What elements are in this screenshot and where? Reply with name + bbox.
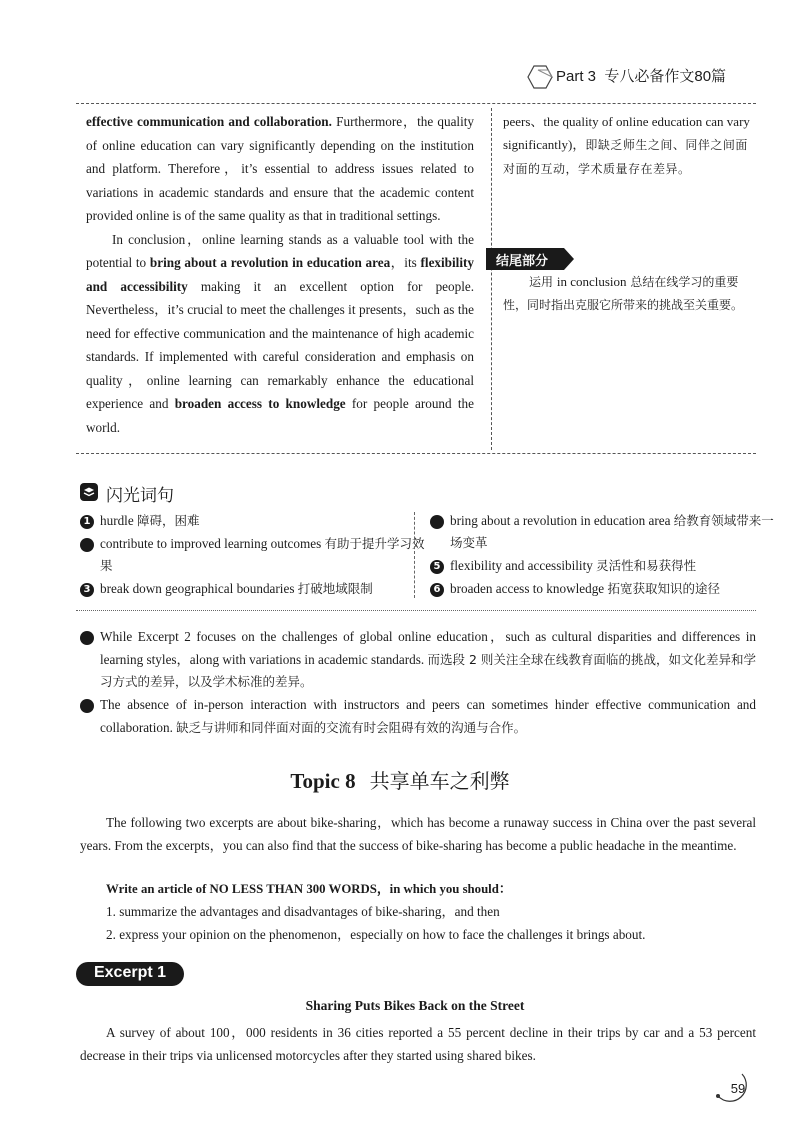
page-number-text: 59 [730, 1081, 746, 1096]
sentence-en: While Excerpt 2 focuses on the challenges of global online education，such as cultural disparities and differences in learning styles，along with variations in academic standards. [100, 629, 756, 667]
essay-text [86, 110, 474, 439]
vocab-en: bring about a revolution in education area [450, 513, 671, 528]
number-badge: 2 [80, 538, 94, 552]
vocab-cn: 障碍，困难 [137, 513, 200, 528]
essay-paragraph-1 [86, 110, 474, 228]
sentence-cn: 而选段 2 则关注全球在线教育面临的挑战，如文化差异和学习方式的差异，以及学术标准的差异。 [100, 651, 756, 689]
text-run: In conclusion，online learning stands as a valuable tool with the potential to [86, 231, 474, 270]
number-badge: 1 [80, 515, 94, 529]
bold-phrase: bring about a revolution in education area [149, 255, 391, 270]
note-cn: 即缺乏师生之间、同伴之间面对面的互动，学术质量存在差异。 [503, 138, 748, 176]
number-badge: 6 [430, 583, 444, 597]
bold-phrase: flexibility and accessibility [86, 255, 474, 294]
vocab-en: contribute to improved learning outcomes [100, 536, 322, 551]
page-header [526, 62, 766, 90]
excerpt-label-text: Excerpt 1 [93, 964, 167, 981]
topic-intro: The following two excerpts are about bike-sharing，which has become a runaway success in China over the past several years. From the excerpts，you can also find that the success of bike-sharing has become a public headache in the meantime. [80, 815, 756, 853]
vocab-divider [76, 610, 756, 611]
sentence-en: The absence of in-person interaction with instructors and peers can sometimes hinder effective communication and collaboration. [100, 697, 756, 735]
vocab-en: flexibility and accessibility [450, 558, 593, 573]
topic-cn-title: 共享单车之利弊 [369, 769, 510, 793]
vocab-item [80, 510, 410, 532]
number-badge: 8 [80, 699, 94, 713]
vocab-item [73, 533, 432, 577]
vocab-cn: 有助于提升学习效果 [100, 536, 425, 573]
text-run: for people around the world. [86, 396, 474, 435]
note-en: in conclusion [556, 274, 627, 289]
vocab-en: break down geographical boundaries [100, 581, 295, 596]
section-badge [486, 248, 576, 270]
text-run: ，its [390, 255, 421, 270]
header-text [556, 65, 726, 86]
page-number [712, 1072, 758, 1108]
bold-phrase: effective communication and collaboration. [86, 114, 332, 129]
note-pre: 运用 [529, 275, 557, 289]
vocab-column-divider [414, 512, 415, 598]
number-badge: 7 [80, 631, 94, 645]
bold-phrase: broaden access to knowledge [174, 396, 346, 411]
vocab-cn: 拓宽获取知识的途径 [607, 581, 720, 596]
vocab-en: hurdle [100, 513, 134, 528]
column-divider [491, 108, 492, 450]
header-part: Part 3 [556, 68, 597, 85]
hexagon-logo-icon [526, 64, 554, 90]
top-divider [76, 103, 756, 104]
number-badge: 3 [80, 583, 94, 597]
task-1: 1. summarize the advantages and disadvantages of bike-sharing，and then [106, 904, 500, 919]
side-note-2 [503, 270, 756, 317]
vocab-item [80, 578, 410, 600]
sentence-item [73, 694, 756, 739]
excerpt-title: Sharing Puts Bikes Back on the Street [305, 998, 525, 1013]
topic-label: Topic 8 [290, 769, 356, 793]
note-cn: 总结在线学习的重要性，同时指出克服它所带来的挑战至关重要。 [503, 275, 744, 312]
vocab-cn: 给教育领域带来一场变革 [450, 513, 774, 550]
text-run: making it an excellent option for people. Nevertheless，it’s crucial to meet the challenges it presents，such as the need for effective communication and the maintenance of high academic standards. If implemented with careful consideration and emphasis on quality，online learning can remarkably enhance the educational experience and [86, 278, 475, 411]
vocab-item [423, 510, 776, 554]
sentence-cn: 缺乏与讲师和同伴面对面的交流有时会阻碍有效的沟通与合作。 [176, 719, 527, 735]
side-note-1 [503, 110, 756, 181]
vocab-item [430, 578, 756, 600]
layers-icon [80, 483, 98, 501]
number-badge: 5 [430, 560, 444, 574]
excerpt-label [76, 962, 184, 986]
text-run: Furthermore，the quality of online education can vary significantly depending on the institution and platform. Therefore，it’s essential to address issues related to variations in academic standards and ensure that the academic content provided online is of the same quality as that in traditional settings. [86, 114, 475, 223]
task-2: 2. express your opinion on the phenomenon，especially on how to face the challenges it brings about. [106, 927, 646, 942]
excerpt-text: A survey of about 100，000 residents in 36 cities reported a 55 percent decline in their trips by car and a 53 percent decrease in their trips via unlicensed motorcycles after they started using shared bikes. [80, 1025, 756, 1063]
badge-label: 结尾部分 [496, 254, 549, 269]
number-badge: 4 [430, 515, 444, 529]
vocab-cn: 灵活性和易获得性 [596, 558, 697, 573]
vocab-item [430, 555, 756, 577]
topic-instruction: Write an article of NO LESS THAN 300 WORDS，in which you should： [106, 882, 512, 896]
vocab-en: broaden access to knowledge [450, 581, 605, 596]
topic-heading [0, 765, 800, 794]
vocab-cn: 打破地域限制 [297, 581, 373, 596]
essay-paragraph-2 [86, 228, 474, 440]
note-en: peers、the quality of online education can vary significantly)， [503, 114, 750, 152]
vocab-title: 闪光词句 [106, 486, 174, 506]
header-title: 专八必备作文80篇 [604, 68, 727, 85]
sentence-item [73, 626, 756, 694]
bottom-divider [76, 453, 756, 454]
